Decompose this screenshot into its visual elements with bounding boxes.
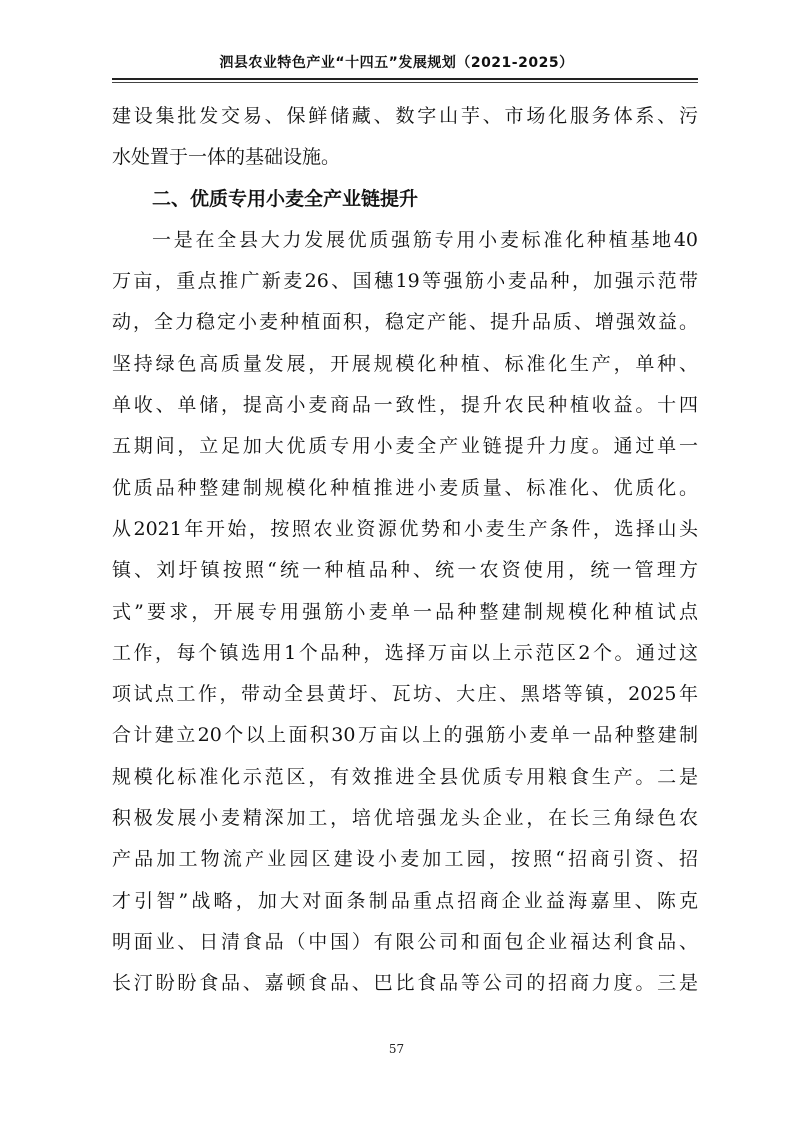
paragraph-line: 工作，每个镇选用1个品种，选择万亩以上示范区2个。通过这	[112, 641, 698, 664]
paragraph-line: 坚持绿色高质量发展，开展规模化种植、标准化生产，单种、	[112, 352, 698, 375]
paragraph-line: 从2021年开始，按照农业资源优势和小麦生产条件，选择山头	[112, 517, 698, 540]
paragraph-line: 明面业、日清食品（中国）有限公司和面包企业福达利食品、	[112, 930, 698, 953]
paragraph-line: 积极发展小麦精深加工，培优培强龙头企业，在长三角绿色农	[112, 807, 698, 830]
paragraph-line: 合计建立20个以上面积30万亩以上的强筋小麦单一品种整建制	[112, 724, 698, 747]
header-rule	[112, 78, 698, 80]
paragraph-line: 一是在全县大力发展优质强筋专用小麦标准化种植基地40	[152, 228, 698, 251]
paragraph-line: 单收、单储，提高小麦商品一致性，提升农民种植收益。十四	[112, 394, 698, 417]
paragraph-line: 动，全力稳定小麦种植面积，稳定产能、提升品质、增强效益。	[112, 311, 698, 334]
running-header: 泗县农业特色产业“十四五”发展规划（2021-2025）	[219, 55, 574, 71]
paragraph-line: 项试点工作，带动全县黄圩、瓦坊、大庄、黑塔等镇，2025年	[112, 683, 698, 706]
paragraph-line: 产品加工物流产业园区建设小麦加工园，按照“招商引资、招	[112, 848, 698, 871]
paragraph-line: 五期间，立足加大优质专用小麦全产业链提升力度。通过单一	[112, 435, 698, 458]
paragraph-line: 才引智”战略，加大对面条制品重点招商企业益海嘉里、陈克	[112, 889, 698, 912]
paragraph-line: 规模化标准化示范区，有效推进全县优质专用粮食生产。二是	[112, 765, 698, 788]
body-line: 建设集批发交易、保鲜储藏、数字山芋、市场化服务体系、污	[112, 105, 698, 127]
header-rule-thin	[112, 82, 698, 83]
paragraph-line: 镇、刘圩镇按照“统一种植品种、统一农资使用，统一管理方	[112, 559, 698, 582]
page-body	[112, 96, 698, 1005]
paragraph-line: 式”要求，开展专用强筋小麦单一品种整建制规模化种植试点	[112, 600, 698, 623]
paragraph-line: 万亩，重点推广新麦26、国穗19等强筋小麦品种，加强示范带	[112, 270, 698, 293]
body-line: 水处置于一体的基础设施。	[112, 146, 341, 169]
page-number: 57	[388, 1042, 405, 1056]
section-heading: 二、优质专用小麦全产业链提升	[152, 187, 419, 210]
paragraph-line: 优质品种整建制规模化种植推进小麦质量、标准化、优质化。	[112, 476, 698, 499]
paragraph-line: 长汀盼盼食品、嘉顿食品、巴比食品等公司的招商力度。三是	[112, 972, 698, 995]
